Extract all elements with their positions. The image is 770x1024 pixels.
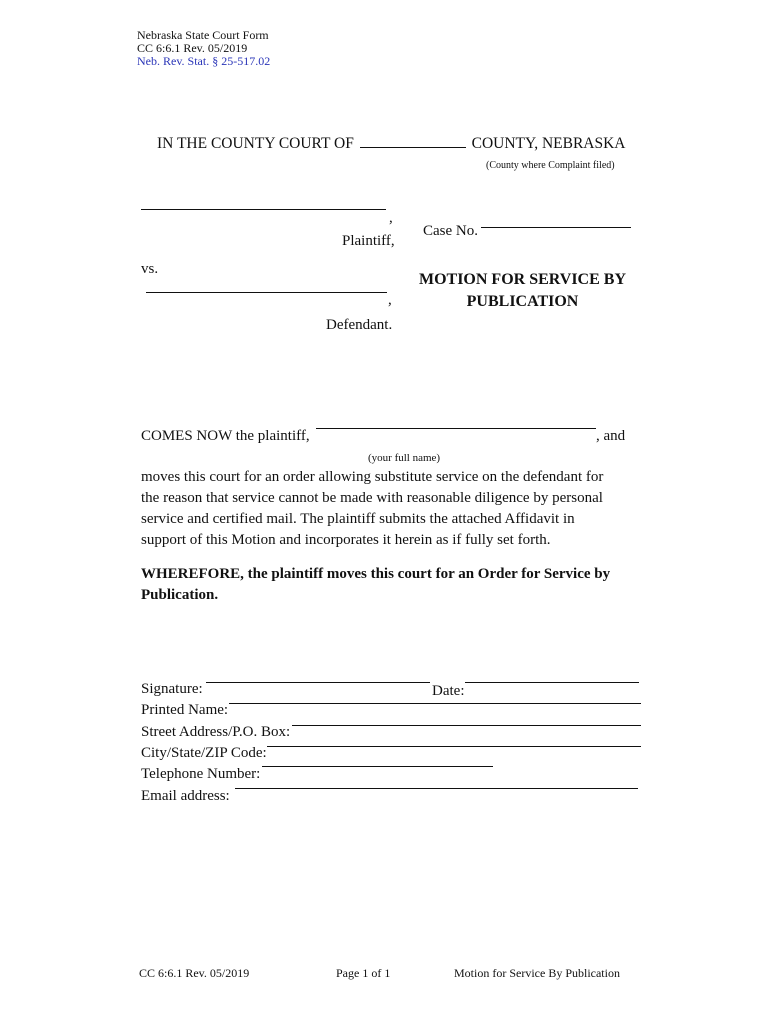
case-no-label: Case No. bbox=[423, 223, 478, 239]
email-field[interactable] bbox=[235, 788, 638, 789]
form-number: CC 6:6.1 Rev. 05/2019 bbox=[137, 41, 248, 55]
signature-field[interactable] bbox=[206, 682, 430, 683]
county-blank[interactable] bbox=[360, 135, 466, 148]
email-label: Email address: bbox=[141, 788, 230, 804]
plaintiff-full-name-blank[interactable] bbox=[316, 428, 596, 429]
case-no-blank[interactable] bbox=[481, 227, 631, 228]
footer-form-number: CC 6:6.1 Rev. 05/2019 bbox=[139, 966, 250, 980]
body-line: the reason that service cannot be made with reasonable diligence by personal bbox=[141, 490, 603, 506]
full-name-note: (your full name) bbox=[368, 452, 441, 464]
printed-name-field[interactable] bbox=[229, 703, 641, 704]
street-address-field[interactable] bbox=[292, 725, 641, 726]
footer-page-number: Page 1 of 1 bbox=[336, 966, 391, 980]
city-state-zip-field[interactable] bbox=[267, 746, 641, 747]
statute-link[interactable]: Neb. Rev. Stat. § 25-517.02 bbox=[137, 54, 271, 68]
versus-label: vs. bbox=[141, 261, 159, 277]
body-line: service and certified mail. The plaintiff submits the attached Affidavit in bbox=[141, 511, 575, 527]
court-heading-prefix: IN THE COUNTY COURT OF bbox=[157, 135, 354, 152]
comes-now-end: , and bbox=[596, 428, 626, 444]
plaintiff-name-blank[interactable] bbox=[141, 209, 386, 210]
comes-now-text: COMES NOW the plaintiff, bbox=[141, 428, 310, 444]
date-field[interactable] bbox=[465, 682, 639, 683]
defendant-name-blank[interactable] bbox=[146, 292, 387, 293]
motion-title-line1: MOTION FOR SERVICE BY bbox=[418, 271, 626, 288]
date-label: Date: bbox=[432, 683, 465, 699]
court-heading-suffix: COUNTY, NEBRASKA bbox=[471, 135, 626, 152]
signature-label: Signature: bbox=[141, 681, 203, 697]
wherefore-line: WHEREFORE, the plaintiff moves this court for an Order for Service by bbox=[141, 566, 611, 582]
plaintiff-label: Plaintiff, bbox=[342, 233, 395, 249]
motion-title-line2: PUBLICATION bbox=[466, 293, 579, 310]
telephone-label: Telephone Number: bbox=[141, 766, 261, 782]
body-line: support of this Motion and incorporates it herein as if fully set forth. bbox=[141, 532, 551, 548]
street-address-label: Street Address/P.O. Box: bbox=[141, 724, 291, 740]
county-note: (County where Complaint filed) bbox=[486, 160, 615, 171]
printed-name-label: Printed Name: bbox=[141, 702, 229, 718]
city-state-zip-label: City/State/ZIP Code: bbox=[141, 745, 267, 761]
telephone-field[interactable] bbox=[262, 766, 493, 767]
defendant-comma: , bbox=[388, 292, 392, 308]
court-heading bbox=[157, 135, 625, 153]
wherefore-line: Publication. bbox=[141, 587, 219, 603]
form-title: Nebraska State Court Form bbox=[137, 28, 269, 42]
plaintiff-comma: , bbox=[389, 210, 393, 226]
body-line: moves this court for an order allowing substitute service on the defendant for bbox=[141, 469, 604, 485]
footer-title: Motion for Service By Publication bbox=[454, 966, 620, 980]
defendant-label: Defendant. bbox=[326, 317, 393, 333]
